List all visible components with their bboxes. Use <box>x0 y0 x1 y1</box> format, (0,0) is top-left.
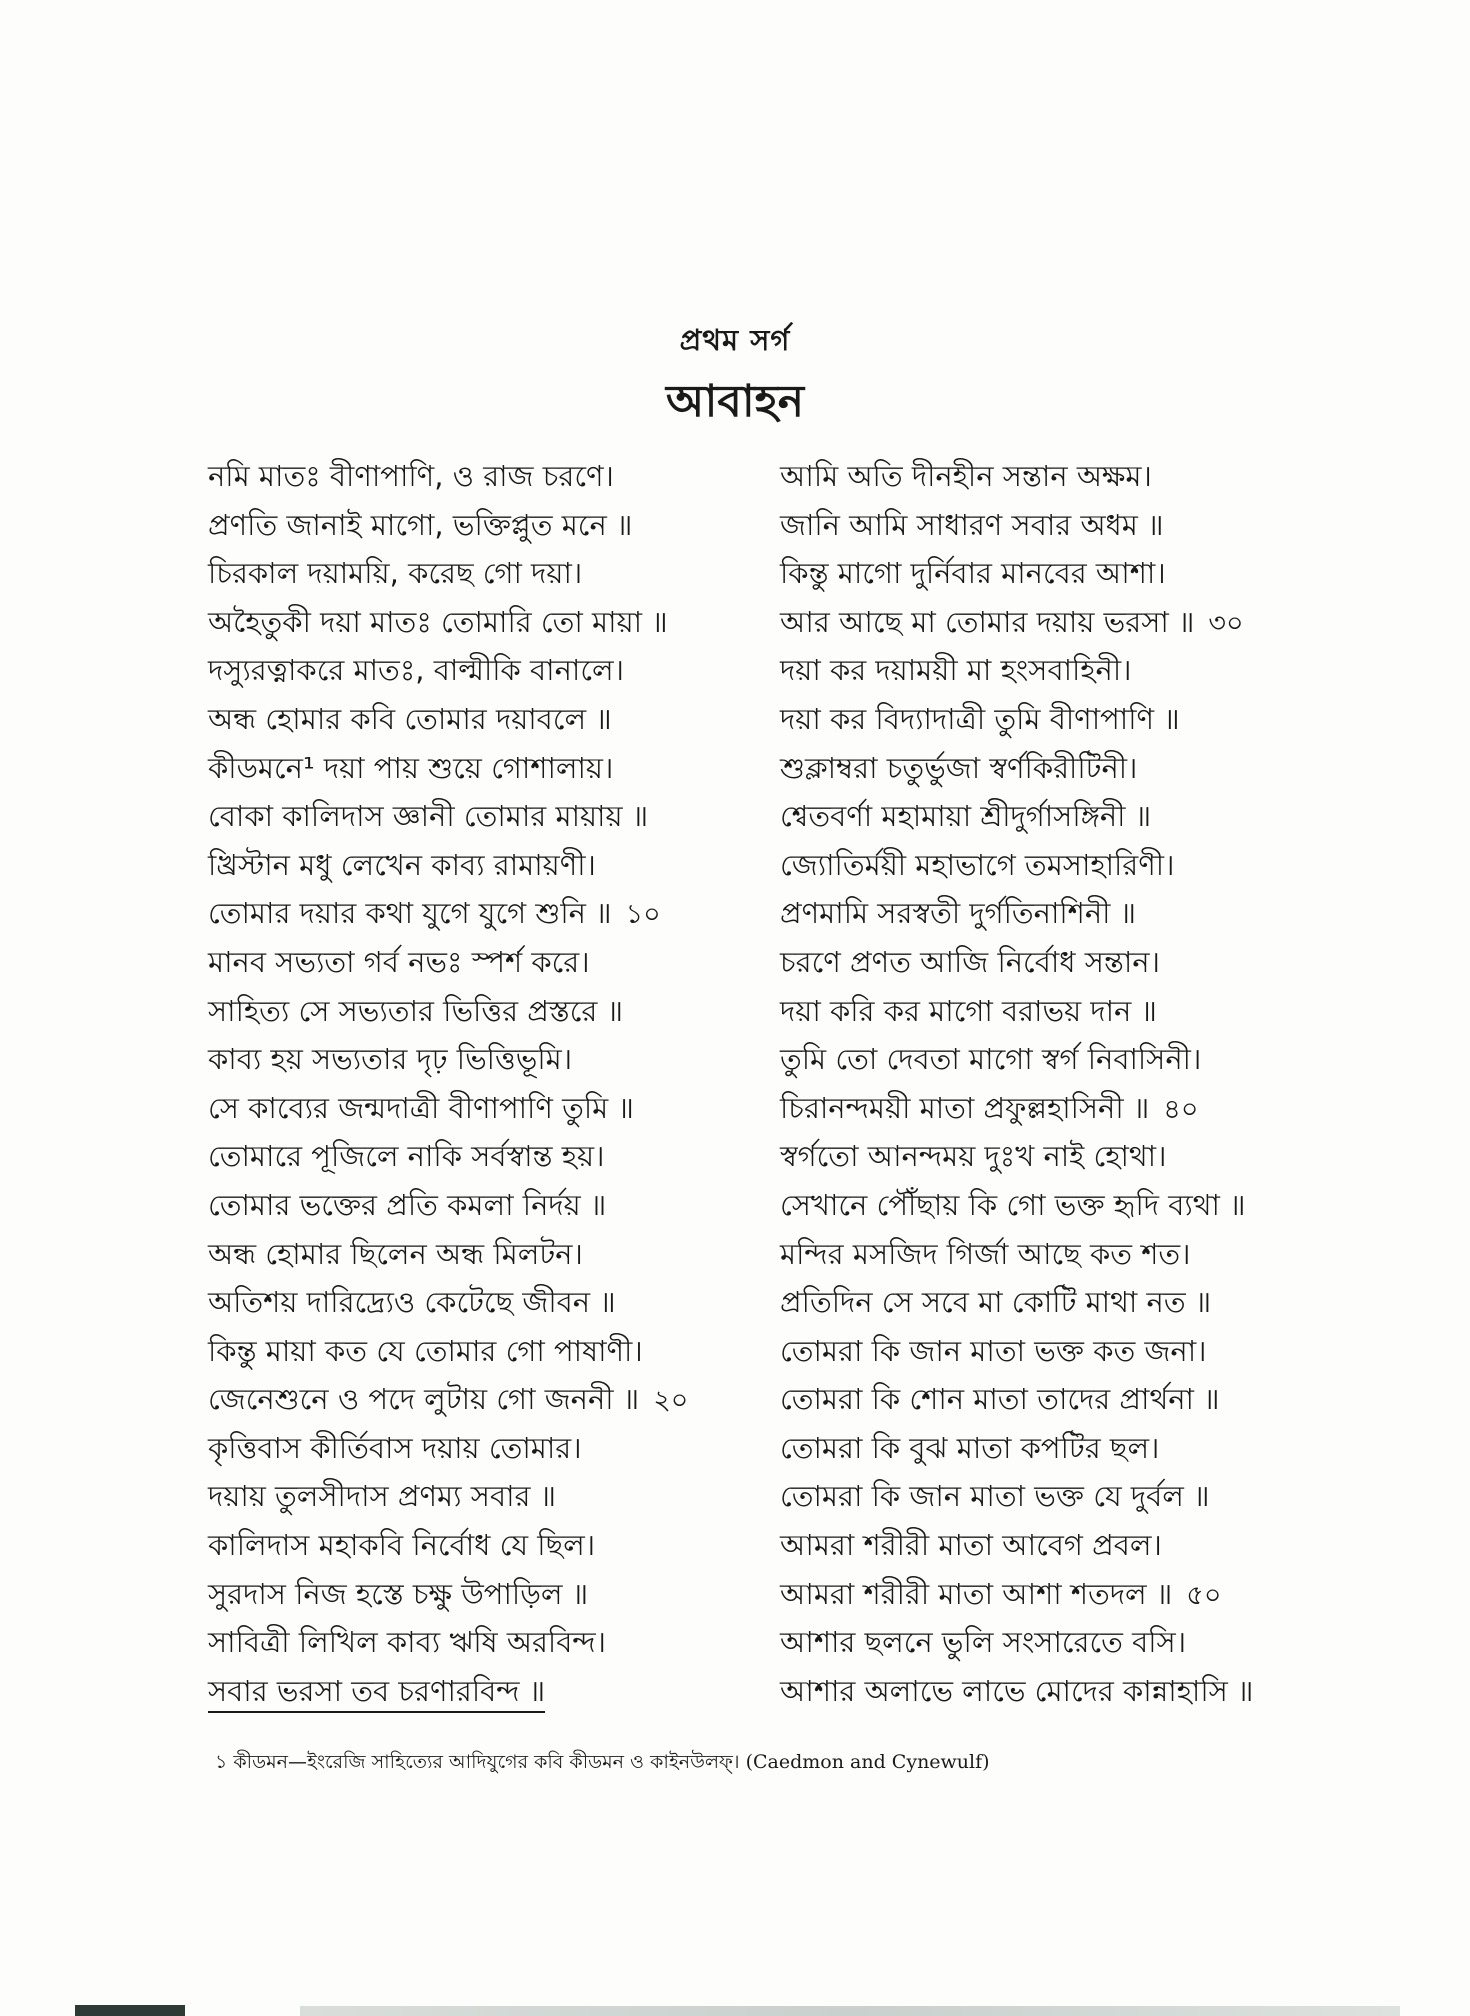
verse-text: জেনেশুনে ও পদে লুটায় গো জননী ॥ <box>208 1382 640 1417</box>
verse-text: কালিদাস মহাকবি নির্বোধ যে ছিল। <box>208 1528 596 1563</box>
verse-text: কৃত্তিবাস কীর্তিবাস দয়ায় তোমার। <box>208 1430 582 1465</box>
verse-line <box>780 1327 1300 1376</box>
verse-text: জ্যোতির্ময়ী মহাভাগে তমসাহারিণী। <box>780 847 1175 882</box>
verse-line <box>780 1035 1300 1084</box>
verse-text: দয়া করি কর মাগো বরাভয় দান ॥ <box>780 993 1157 1028</box>
verse-line <box>780 1570 1300 1619</box>
verse-text: অতিশয় দারিদ্র্যেও কেটেছে জীবন ॥ <box>208 1285 616 1320</box>
verse-text: আমরা শরীরী মাতা আশা শতদল ॥ <box>780 1576 1173 1611</box>
verse-line <box>208 695 768 744</box>
verse-line <box>780 1084 1300 1133</box>
verse-text: তুমি তো দেবতা মাগো স্বর্গ নিবাসিনী। <box>780 1042 1202 1077</box>
canto-heading: প্রথম সর্গ <box>679 323 791 357</box>
verse-line <box>780 1472 1300 1521</box>
verse-text: দয়ায় তুলসীদাস প্রণম্য সবার ॥ <box>208 1479 557 1514</box>
verse-line <box>780 452 1300 501</box>
verse-text: নমি মাতঃ বীণাপাণি, ও রাজ চরণে। <box>208 459 614 493</box>
verse-line <box>208 1375 768 1424</box>
verse-text: আর আছে মা তোমার দয়ায় ভরসা ॥ <box>780 604 1195 639</box>
verse-text: তোমরা কি বুঝ মাতা কপটির ছল। <box>780 1430 1160 1465</box>
verse-text: দস্যুরত্নাকরে মাতঃ, বাল্মীকি বানালে। <box>208 653 624 688</box>
verse-line <box>208 1570 768 1619</box>
verse-line <box>208 889 768 938</box>
verse-text: প্রণমামি সরস্বতী দুর্গতিনাশিনী ॥ <box>780 896 1137 931</box>
verse-line <box>208 841 768 890</box>
verse-text: তোমরা কি জান মাতা ভক্ত যে দুর্বল ॥ <box>780 1479 1210 1514</box>
verse-text: শ্বেতবর্ণা মহামায়া শ্রীদুর্গাসঙ্গিনী ॥ <box>780 799 1152 834</box>
verse-text: চরণে প্রণত আজি নির্বোধ সন্তান। <box>780 944 1160 979</box>
verse-text: সাবিত্রী লিখিল কাব্য ঋষি অরবিন্দ। <box>208 1625 606 1660</box>
verse-line <box>208 452 768 501</box>
verse-text: তোমরা কি জান মাতা ভক্ত কত জনা। <box>780 1333 1207 1368</box>
verse-line <box>208 744 768 793</box>
verse-text: চিরানন্দময়ী মাতা প্রফুল্লহাসিনী ॥ <box>780 1090 1150 1125</box>
verse-line <box>208 549 768 598</box>
verse-line <box>780 1375 1300 1424</box>
verse-line <box>208 1035 768 1084</box>
verse-text: দয়া কর দয়াময়ী মা হংসবাহিনী। <box>780 653 1132 688</box>
verse-line <box>208 938 768 987</box>
verse-line <box>208 1132 768 1181</box>
verse-line <box>780 1132 1300 1181</box>
line-number: ২০ <box>653 1385 689 1417</box>
verse-line <box>780 1424 1300 1473</box>
verse-text: বোকা কালিদাস জ্ঞানী তোমার মায়ায় ॥ <box>208 799 649 834</box>
verse-line <box>780 889 1300 938</box>
verse-line <box>780 1667 1300 1716</box>
verse-line <box>780 501 1300 550</box>
verse-text: সাহিত্য সে সভ্যতার ভিত্তির প্রস্তরে ॥ <box>208 993 623 1028</box>
verse-text: মানব সভ্যতা গর্ব নভঃ স্পর্শ করে। <box>208 944 590 979</box>
line-number: ৫০ <box>1186 1579 1222 1611</box>
verse-text: কিন্তু মায়া কত যে তোমার গো পাষাণী। <box>208 1333 643 1368</box>
verse-line <box>780 598 1300 647</box>
verse-column-left <box>208 452 768 1715</box>
verse-line <box>208 1327 768 1376</box>
verse-line <box>780 549 1300 598</box>
verse-line <box>208 1667 768 1716</box>
verse-text: জানি আমি সাধারণ সবার অধম ॥ <box>780 507 1164 542</box>
poem-title: আবাহন <box>666 376 804 427</box>
verse-line <box>208 1472 768 1521</box>
verse-line <box>780 841 1300 890</box>
verse-text: অহৈতুকী দয়া মাতঃ তোমারি তো মায়া ॥ <box>208 604 668 639</box>
verse-text: প্রতিদিন সে সবে মা কোটি মাথা নত ॥ <box>780 1285 1212 1320</box>
verse-text: সে কাব্যের জন্মদাত্রী বীণাপাণি তুমি ॥ <box>208 1090 634 1125</box>
verse-line <box>780 695 1300 744</box>
verse-text: আমি অতি দীনহীন সন্তান অক্ষম। <box>780 459 1152 493</box>
verse-text: তোমার দয়ার কথা যুগে যুগে শুনি ॥ <box>208 896 612 931</box>
verse-text: কীডমনে¹ দয়া পায় শুয়ে গোশালায়। <box>208 750 614 785</box>
verse-text: কাব্য হয় সভ্যতার দৃঢ় ভিত্তিভূমি। <box>208 1042 573 1077</box>
verse-line <box>780 1230 1300 1279</box>
verse-line <box>208 1278 768 1327</box>
verse-line <box>208 1181 768 1230</box>
verse-text: সবার ভরসা তব চরণারবিন্দ ॥ <box>208 1671 545 1713</box>
verse-line <box>208 792 768 841</box>
verse-text: তোমার ভক্তের প্রতি কমলা নির্দয় ॥ <box>208 1187 607 1222</box>
verse-line <box>208 1230 768 1279</box>
verse-line <box>780 1278 1300 1327</box>
page-edge-dark <box>75 2005 185 2016</box>
verse-text: কিন্তু মাগো দুর্নিবার মানবের আশা। <box>780 556 1166 591</box>
verse-line <box>780 1521 1300 1570</box>
verse-line <box>208 1521 768 1570</box>
line-number: ৩০ <box>1208 607 1244 639</box>
verse-text: আশার ছলনে ভুলি সংসারেতে বসি। <box>780 1625 1187 1660</box>
verse-text: অন্ধ হোমার ছিলেন অন্ধ মিলটন। <box>208 1236 583 1271</box>
verse-line <box>208 987 768 1036</box>
verse-text: সেখানে পৌঁছায় কি গো ভক্ত হৃদি ব্যথা ॥ <box>780 1187 1246 1222</box>
verse-text: দয়া কর বিদ্যাদাত্রী তুমি বীণাপাণি ॥ <box>780 701 1180 736</box>
verse-line <box>780 938 1300 987</box>
verse-text: আশার অলাভে লাভে মোদের কান্নাহাসি ॥ <box>780 1673 1254 1708</box>
footnote-text: ১ কীডমন—ইংরেজি সাহিত্যের আদিযুগের কবি কীডমন ও কাইনউলফ্‌। <box>215 1751 746 1773</box>
footnote-latin: (Caedmon and Cynewulf) <box>745 1751 990 1773</box>
verse-text: অন্ধ হোমার কবি তোমার দয়াবলে ॥ <box>208 701 612 736</box>
verse-line <box>208 646 768 695</box>
verse-line <box>780 1181 1300 1230</box>
verse-text: চিরকাল দয়াময়ি, করেছ গো দয়া। <box>208 556 583 591</box>
page-edge-band <box>300 2006 1400 2016</box>
verse-line <box>208 1084 768 1133</box>
verse-line <box>780 646 1300 695</box>
verse-text: আমরা শরীরী মাতা আবেগ প্রবল। <box>780 1528 1162 1563</box>
verse-text: তোমারে পূজিলে নাকি সর্বস্বান্ত হয়। <box>208 1139 605 1174</box>
line-number: ৪০ <box>1163 1093 1199 1125</box>
verse-text: তোমরা কি শোন মাতা তাদের প্রার্থনা ॥ <box>780 1382 1220 1417</box>
verse-line <box>780 792 1300 841</box>
verse-line <box>208 501 768 550</box>
verse-text: প্রণতি জানাই মাগো, ভক্তিপ্লুত মনে ॥ <box>208 507 633 542</box>
verse-line <box>780 987 1300 1036</box>
verse-column-right <box>780 452 1300 1715</box>
verse-line <box>208 1618 768 1667</box>
verse-text: সুরদাস নিজ হস্তে চক্ষু উপাড়িল ॥ <box>208 1576 589 1611</box>
verse-line <box>780 744 1300 793</box>
verse-text: শুক্লাম্বরা চতুর্ভুজা স্বর্ণকিরীটিনী। <box>780 750 1138 785</box>
verse-line <box>208 598 768 647</box>
verse-text: স্বর্গতো আনন্দময় দুঃখ নাই হোথা। <box>780 1139 1167 1174</box>
verse-text: মন্দির মসজিদ গির্জা আছে কত শত। <box>780 1236 1191 1271</box>
verse-line <box>208 1424 768 1473</box>
line-number: ১০ <box>625 899 661 931</box>
verse-line <box>780 1618 1300 1667</box>
footnote <box>215 1748 1365 1780</box>
verse-text: খ্রিস্টান মধু লেখেন কাব্য রামায়ণী। <box>208 847 596 882</box>
